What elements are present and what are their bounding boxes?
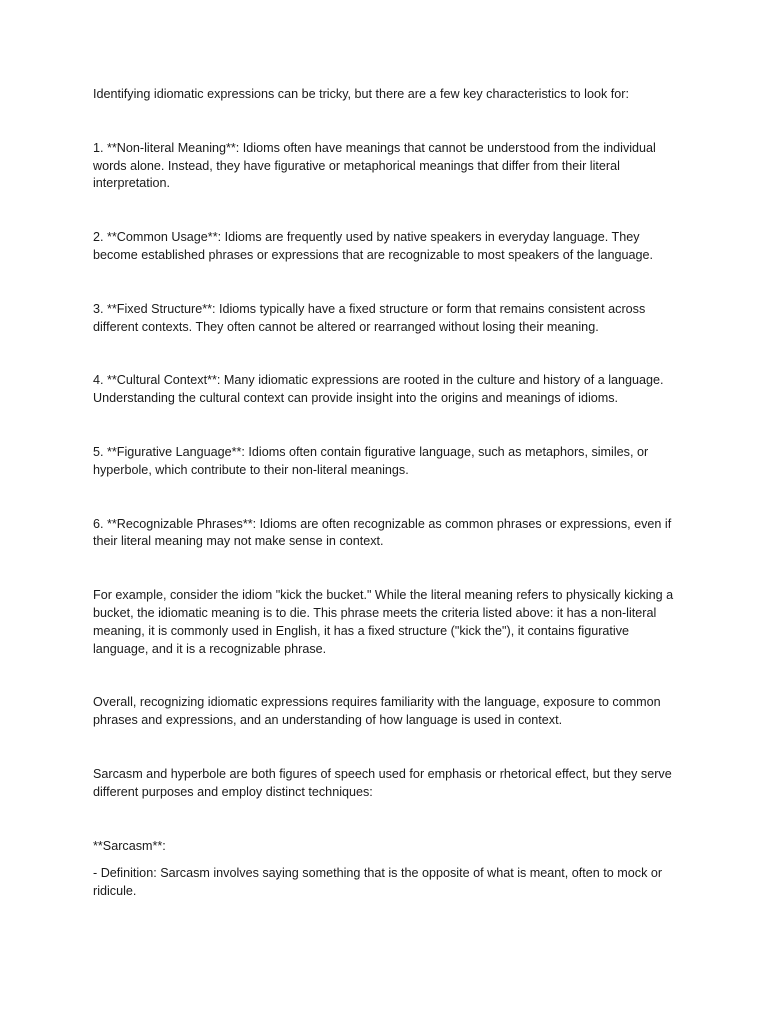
sarcasm-definition: - Definition: Sarcasm involves saying something that is the opposite of what is meant, often to mock or ridicule. [93, 866, 663, 899]
overall-paragraph: Overall, recognizing idiomatic expressions requires familiarity with the language, exposure to common phrases and expressions, and an understanding of how language is used in context. [93, 695, 661, 728]
point-fixed-structure: 3. **Fixed Structure**: Idioms typically have a fixed structure or form that remains consistent across different contexts. They often cannot be altered or rearranged without losing their meaning. [93, 301, 646, 334]
example-paragraph: For example, consider the idiom "kick the bucket." While the literal meaning refers to physically kicking a bucket, the idiomatic meaning is to die. This phrase meets the criteria listed above: it has a non-literal meaning, it is commonly used in English, it has a fixed structure ("kick the"), it contains figurative language, and it is a recognizable phrase. [93, 588, 674, 656]
point-non-literal-meaning: 1. **Non-literal Meaning**: Idioms often have meanings that cannot be understood from the individual words alone. Instead, they have figurative or metaphorical meanings that differ from their literal interpretation. [93, 140, 656, 191]
point-common-usage: 2. **Common Usage**: Idioms are frequently used by native speakers in everyday language. They become established phrases or expressions that are recognizable to most speakers of the language. [93, 230, 654, 262]
document-body [93, 86, 677, 901]
point-cultural-context: 4. **Cultural Context**: Many idiomatic expressions are rooted in the culture and history of a language. Understanding the cultural context can provide insight into the origins and meanings of idioms. [93, 373, 664, 406]
intro-paragraph: Identifying idiomatic expressions can be tricky, but there are a few key characteristics to look for: [93, 87, 629, 101]
point-recognizable-phrases: 6. **Recognizable Phrases**: Idioms are often recognizable as common phrases or expressions, even if their literal meaning may not make sense in context. [93, 516, 672, 549]
point-figurative-language: 5. **Figurative Language**: Idioms often contain figurative language, such as metaphors, similes, or hyperbole, which contribute to their non-literal meanings. [93, 444, 649, 477]
sarcasm-heading: **Sarcasm**: [93, 838, 166, 853]
sarcasm-hyperbole-intro: Sarcasm and hyperbole are both figures of speech used for emphasis or rhetorical effect, but they serve different purposes and employ distinct techniques: [93, 766, 672, 799]
